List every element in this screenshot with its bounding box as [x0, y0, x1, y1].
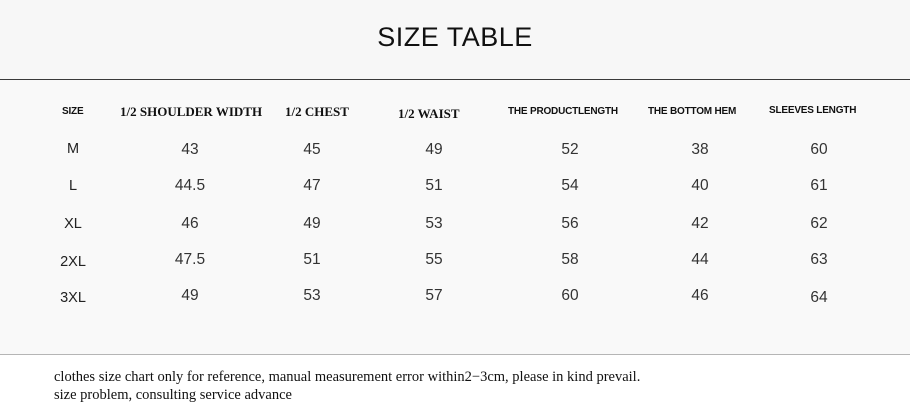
table-cell: 61 [810, 177, 828, 194]
service-note: size problem, consulting service advance [54, 387, 292, 403]
table-cell: 60 [810, 141, 828, 158]
column-header-waist: 1/2 WAIST [398, 106, 460, 121]
table-cell: 47.5 [174, 251, 206, 268]
table-cell: 44.5 [174, 177, 206, 194]
table-cell: 51 [425, 177, 443, 194]
table-cell: 64 [810, 289, 828, 306]
table-cell: 58 [561, 251, 579, 268]
table-cell: 45 [303, 141, 321, 158]
table-cell: 60 [561, 287, 579, 304]
table-cell: 46 [691, 287, 709, 304]
table-cell: 56 [561, 215, 579, 232]
table-cell: 51 [303, 251, 321, 268]
column-header-bottom-hem: THE BOTTOM HEM [648, 106, 737, 117]
table-cell: 57 [425, 287, 443, 304]
size-cell: L [68, 178, 78, 194]
table-cell: 49 [181, 287, 199, 304]
bottom-divider [0, 354, 910, 355]
size-cell: 3XL [60, 290, 86, 306]
table-cell: 62 [810, 215, 828, 232]
table-cell: 46 [181, 215, 199, 232]
column-header-sleeves: SLEEVES LENGTH [769, 105, 857, 116]
page-title: SIZE TABLE [377, 22, 533, 52]
table-cell: 53 [425, 215, 443, 232]
table-cell: 38 [691, 141, 709, 158]
size-cell: M [66, 141, 80, 157]
reference-note: clothes size chart only for reference, manual measurement error within2−3cm, please in kind prevail. [54, 369, 641, 385]
table-cell: 40 [691, 177, 709, 194]
table-cell: 47 [303, 177, 321, 194]
table-cell: 43 [181, 141, 199, 158]
column-header-size: SIZE [62, 106, 84, 117]
table-cell: 54 [561, 177, 579, 194]
table-cell: 63 [810, 251, 828, 268]
column-header-shoulder: 1/2 SHOULDER WIDTH [120, 104, 263, 119]
size-cell: XL [64, 216, 82, 232]
table-cell: 44 [691, 251, 709, 268]
table-cell: 42 [691, 215, 709, 232]
column-header-length: THE PRODUCTLENGTH [508, 106, 618, 117]
size-cell: 2XL [60, 254, 86, 270]
table-cell: 53 [303, 287, 321, 304]
table-cell: 49 [425, 141, 443, 158]
table-cell: 52 [561, 141, 579, 158]
table-cell: 55 [425, 251, 443, 268]
size-table [0, 80, 910, 354]
column-header-chest: 1/2 CHEST [285, 104, 349, 119]
table-cell: 49 [303, 215, 321, 232]
